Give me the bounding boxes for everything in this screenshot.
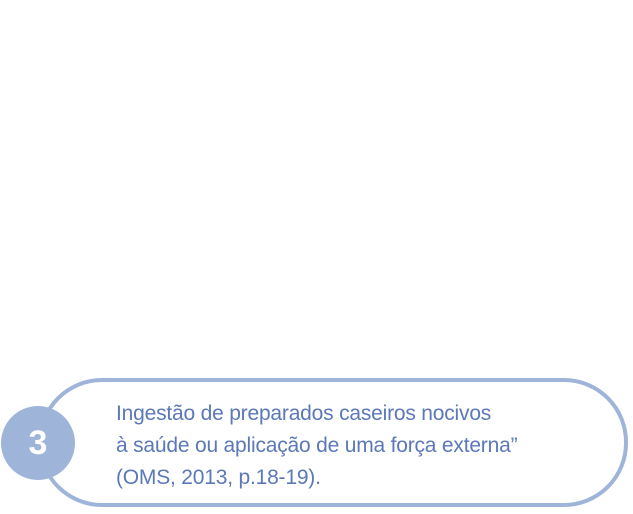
item-text [116,398,621,494]
item-text-line-3: (OMS, 2013, p.18-19). [116,466,321,489]
item-text-line-1: Ingestão de preparados caseiros nocivos [116,402,492,425]
item-text-line-2: à saúde ou aplicação de uma força externa” [116,434,518,457]
item-number-badge: 3 [1,406,75,480]
